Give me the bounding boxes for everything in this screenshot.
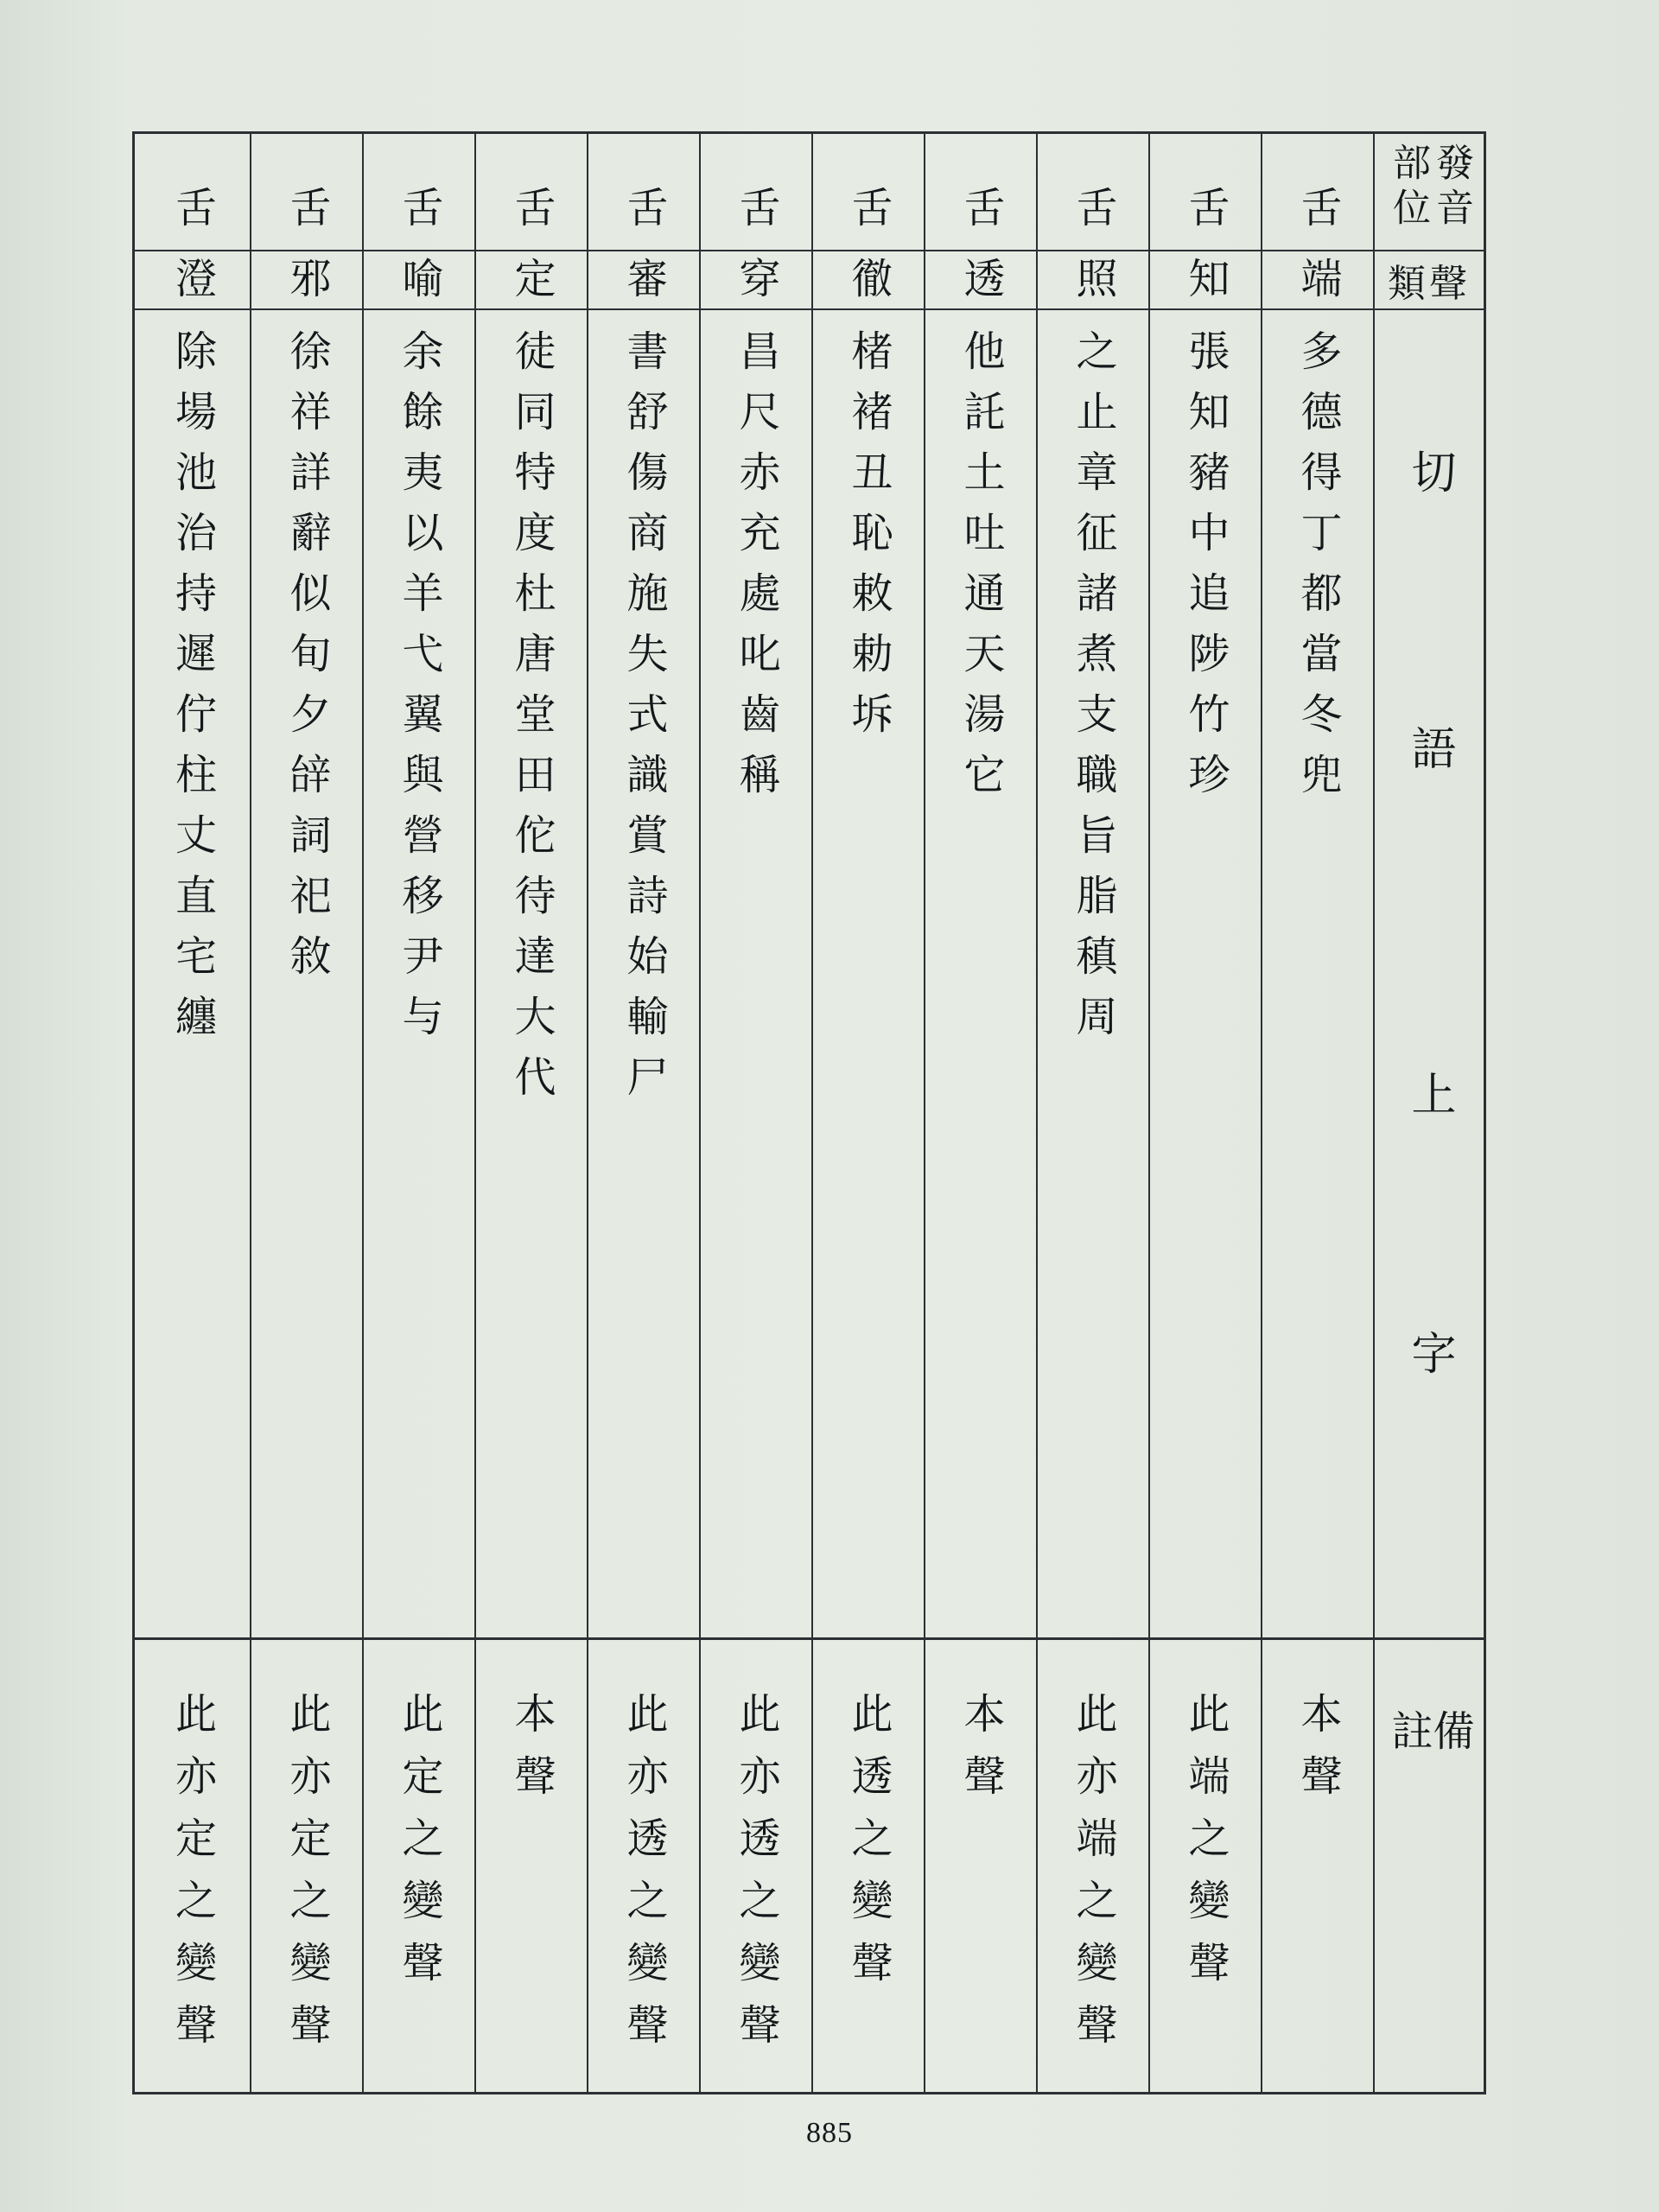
title-char-2: 語 xyxy=(1403,725,1455,789)
initial-chars: 之止章征諸煮支職旨脂稹周 xyxy=(1069,329,1117,1055)
table-cell xyxy=(587,1640,699,2092)
category-text: 知 xyxy=(1181,257,1230,315)
table-cell xyxy=(135,251,250,315)
position-cell xyxy=(1148,134,1261,250)
initial-chars: 張知豬中追陟竹珍 xyxy=(1181,329,1230,813)
notes-row xyxy=(135,1640,1484,2092)
category-text: 喻 xyxy=(395,257,443,315)
category-text: 穿 xyxy=(732,257,780,315)
category-text: 照 xyxy=(1069,257,1117,315)
table-cell xyxy=(1148,1640,1261,2092)
table-cell xyxy=(362,1640,474,2092)
position-cell xyxy=(250,134,362,250)
table-cell xyxy=(1036,251,1148,315)
table-cell xyxy=(924,1640,1036,2092)
table-cell xyxy=(362,310,474,1637)
table-cell xyxy=(699,1640,811,2092)
position-text: 舌 xyxy=(1181,186,1230,245)
note-text: 此端之變聲 xyxy=(1181,1692,1230,2003)
table-cell xyxy=(1261,1640,1373,2092)
table-cell xyxy=(811,251,924,315)
table-cell xyxy=(250,251,362,315)
note-text: 此亦定之變聲 xyxy=(168,1692,217,2065)
position-cell xyxy=(587,134,699,250)
phonology-table xyxy=(132,131,1486,2094)
note-text: 此亦端之變聲 xyxy=(1069,1692,1117,2065)
category-text: 透 xyxy=(957,257,1005,315)
position-text: 舌 xyxy=(507,186,556,245)
category-text: 澄 xyxy=(168,257,217,315)
category-label-cell xyxy=(1373,251,1484,308)
table-cell xyxy=(924,310,1036,1637)
table-cell xyxy=(250,310,362,1637)
notes-label: 備註 xyxy=(1384,1709,1474,1923)
table-cell xyxy=(135,1640,250,2092)
table-cell xyxy=(699,251,811,315)
category-text: 端 xyxy=(1294,257,1342,315)
note-text: 本聲 xyxy=(507,1692,556,1816)
initial-chars: 多德得丁都當冬兜 xyxy=(1294,329,1342,813)
table-cell xyxy=(1036,1640,1148,2092)
title-char-1: 切 xyxy=(1403,448,1455,512)
position-text: 舌 xyxy=(620,186,668,245)
table-cell xyxy=(1036,310,1148,1637)
initial-chars: 除場池治持遲佇柱丈直宅纏 xyxy=(168,329,217,1055)
position-cell xyxy=(699,134,811,250)
initial-chars: 余餘夷以羊弋翼與營移尹与 xyxy=(395,329,443,1055)
title-char-3: 上 xyxy=(1403,1071,1455,1135)
position-cell xyxy=(1261,134,1373,250)
position-text: 舌 xyxy=(1069,186,1117,245)
position-cell xyxy=(362,134,474,250)
table-cell xyxy=(1148,251,1261,315)
position-text: 舌 xyxy=(395,186,443,245)
category-text: 邪 xyxy=(283,257,331,315)
category-row xyxy=(135,251,1484,315)
table-cell xyxy=(362,251,474,315)
table-cell xyxy=(474,1640,587,2092)
position-cell xyxy=(135,134,250,250)
table-cell xyxy=(811,1640,924,2092)
position-cell xyxy=(1036,134,1148,250)
position-text: 舌 xyxy=(957,186,1005,245)
table-cell xyxy=(1148,310,1261,1637)
note-text: 此亦定之變聲 xyxy=(283,1692,331,2065)
note-text: 此定之變聲 xyxy=(395,1692,443,2003)
table-cell xyxy=(699,310,811,1637)
category-label: 類聲 xyxy=(1388,262,1471,306)
title-cell xyxy=(1373,310,1484,1637)
position-text: 舌 xyxy=(283,186,331,245)
position-text: 舌 xyxy=(1294,186,1342,245)
initial-chars: 楮褚丑恥敕勅坼 xyxy=(844,329,893,753)
table-cell xyxy=(1261,310,1373,1637)
note-text: 此亦透之變聲 xyxy=(732,1692,780,2065)
initial-chars: 徒同特度杜唐堂田佗待達大代 xyxy=(507,329,556,1116)
title-char-4: 字 xyxy=(1403,1330,1455,1394)
table-cell xyxy=(924,251,1036,315)
chars-row xyxy=(135,310,1484,1640)
position-cell xyxy=(474,134,587,250)
table-cell xyxy=(587,310,699,1637)
note-text: 此透之變聲 xyxy=(844,1692,893,2003)
note-text: 本聲 xyxy=(957,1692,1005,1816)
category-text: 定 xyxy=(507,257,556,315)
header-label-line-2: 部位 xyxy=(1386,143,1430,232)
table-cell xyxy=(1261,251,1373,315)
table-cell xyxy=(474,310,587,1637)
note-text: 本聲 xyxy=(1294,1692,1342,1816)
table-cell xyxy=(474,251,587,315)
note-text: 此亦透之變聲 xyxy=(620,1692,668,2065)
header-row xyxy=(135,134,1484,251)
notes-label-cell xyxy=(1373,1640,1484,2092)
initial-chars: 昌尺赤充處叱齒稱 xyxy=(732,329,780,813)
initial-chars: 徐祥詳辭似旬夕辝詞祀敘 xyxy=(283,329,331,995)
position-text: 舌 xyxy=(732,186,780,245)
position-text: 舌 xyxy=(844,186,893,245)
page-number: 885 xyxy=(806,2117,853,2149)
initial-chars: 他託土吐通天湯它 xyxy=(957,329,1005,813)
header-label-cell xyxy=(1373,134,1484,250)
category-text: 審 xyxy=(620,257,668,315)
table-cell xyxy=(250,1640,362,2092)
position-cell xyxy=(811,134,924,250)
table-cell xyxy=(811,310,924,1637)
table-cell xyxy=(135,310,250,1637)
position-cell xyxy=(924,134,1036,250)
table-cell xyxy=(587,251,699,315)
position-text: 舌 xyxy=(168,186,217,245)
category-text: 徹 xyxy=(844,257,893,315)
initial-chars: 書舒傷商施失式識賞詩始輸尸 xyxy=(620,329,668,1116)
header-label-line-1: 發音 xyxy=(1429,143,1473,232)
